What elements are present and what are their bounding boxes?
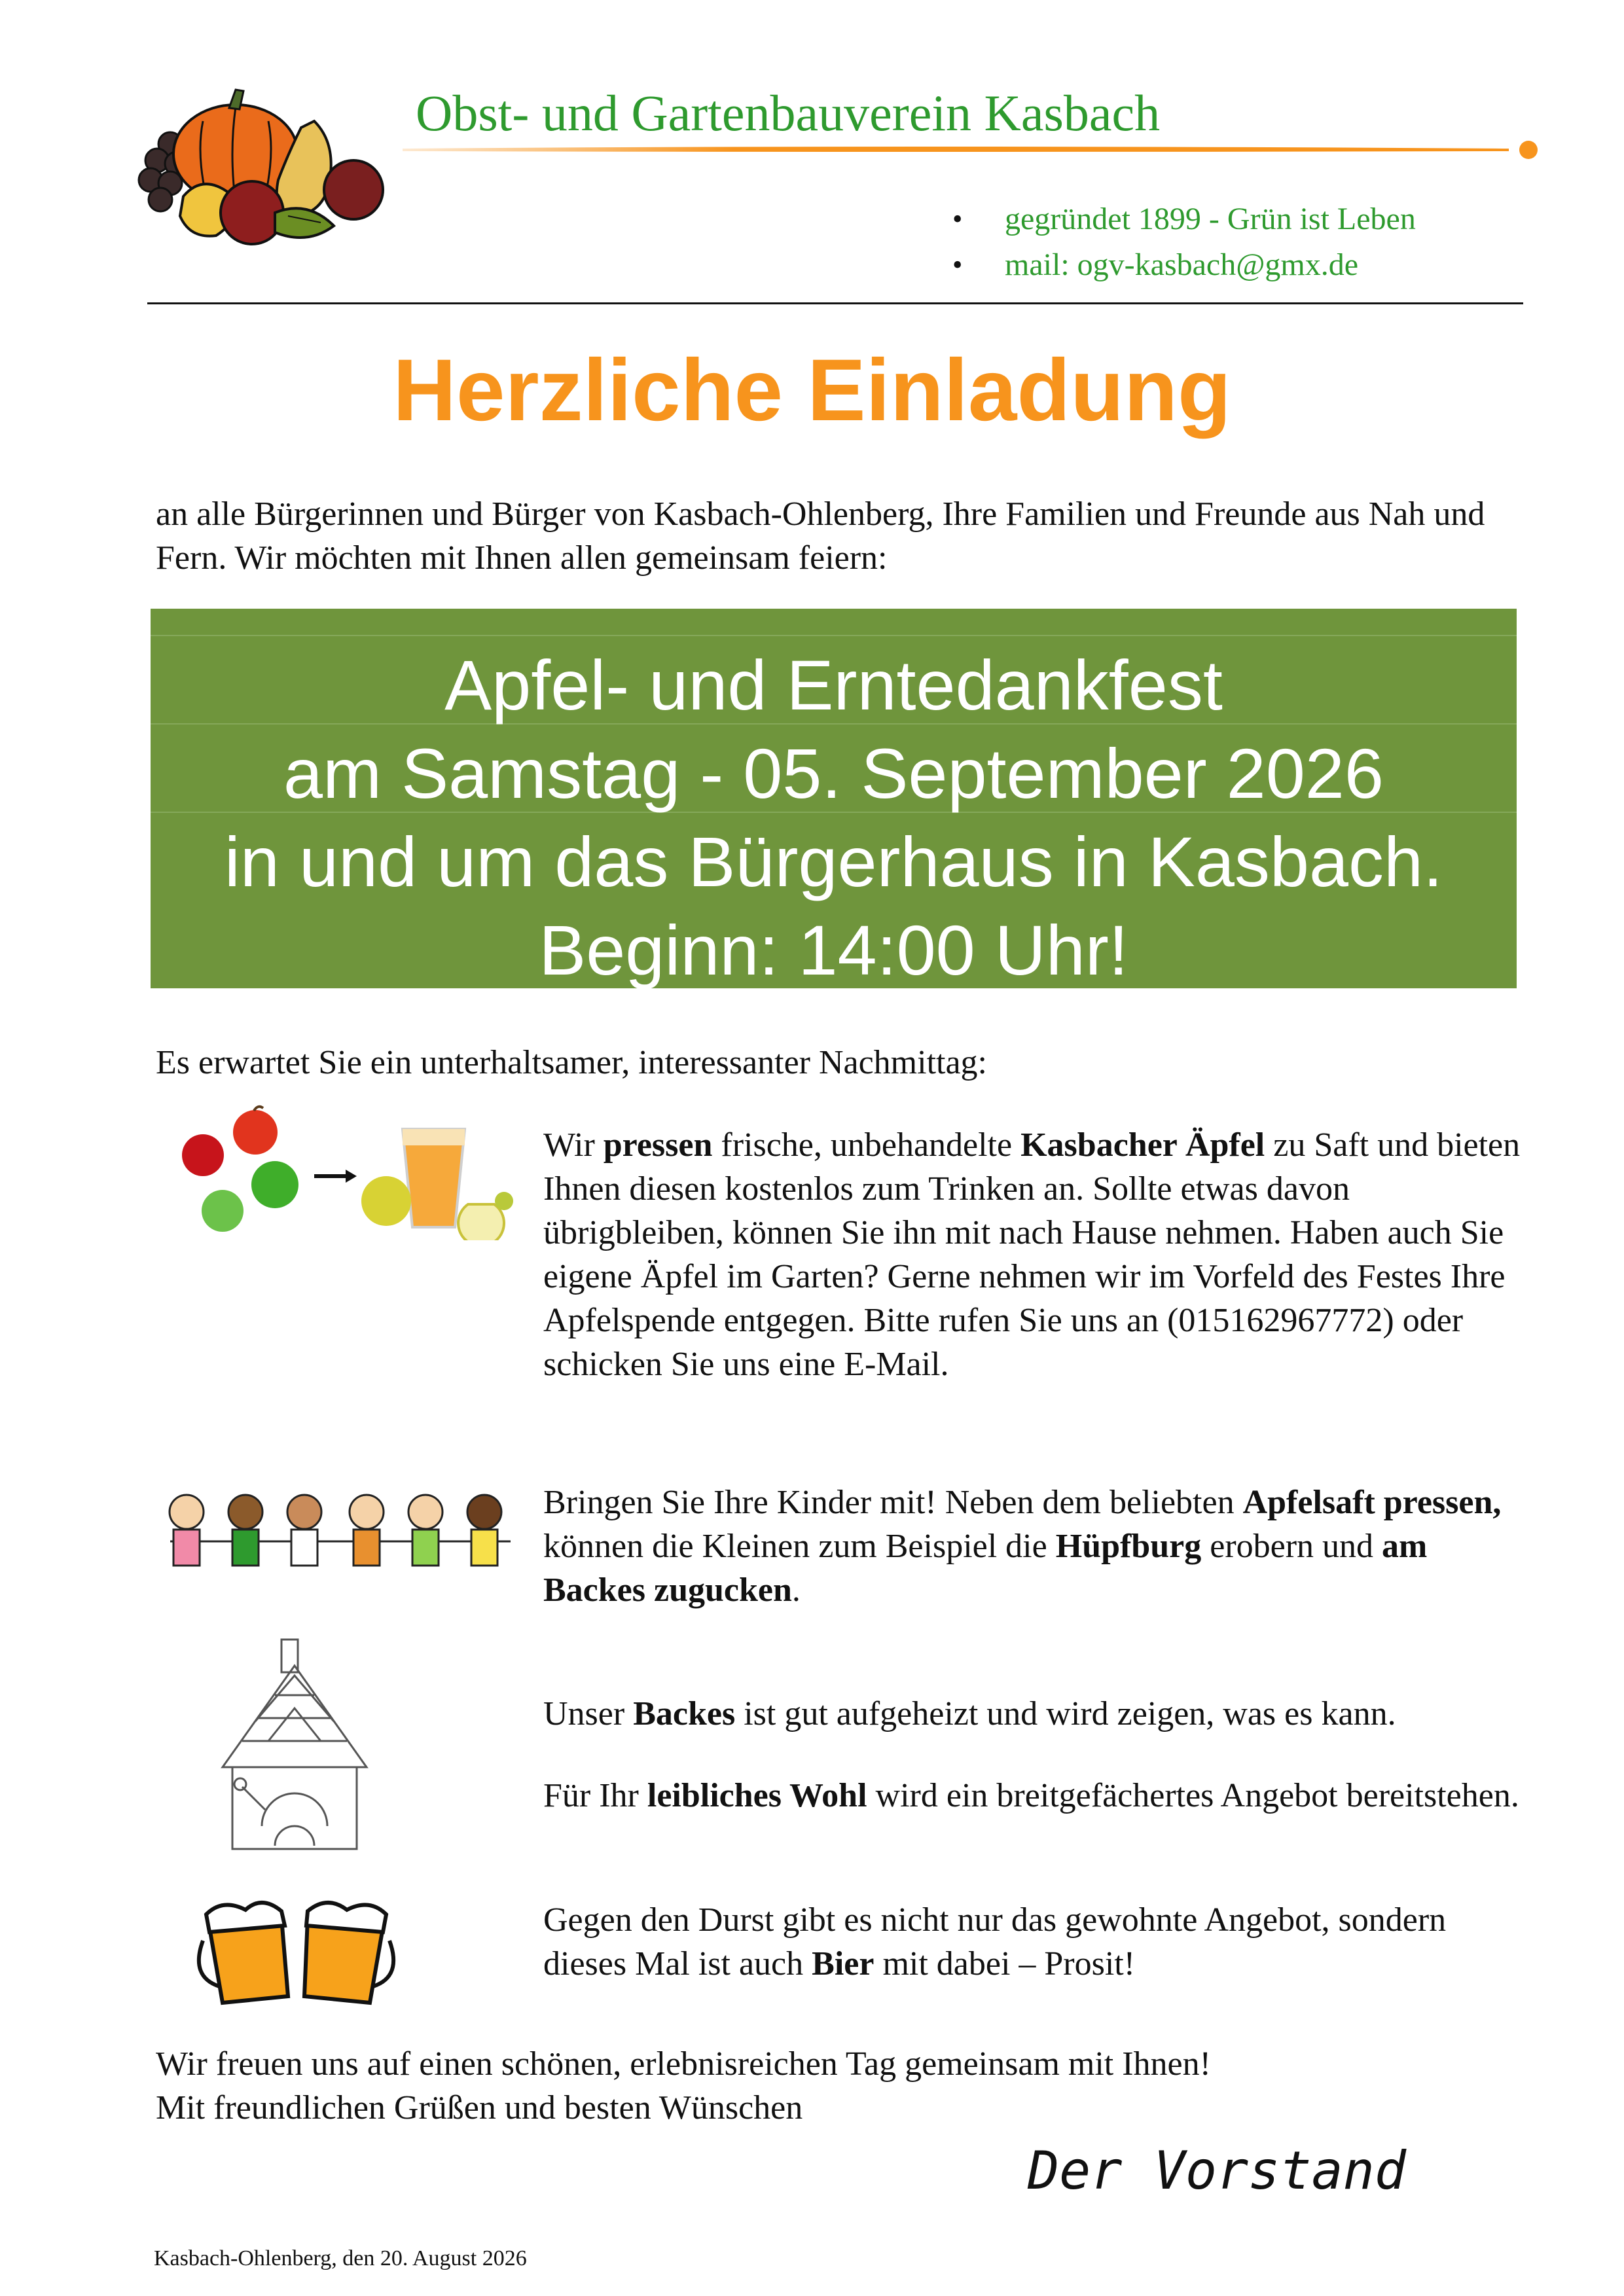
banner-stripe	[151, 635, 1517, 636]
orange-swoosh-line	[403, 141, 1548, 160]
intro-text: an alle Bürgerinnen und Bürger von Kasbach-Ohlenberg, Ihre Familien und Freunde aus Nah und Fern. Wir möchten mit Ihnen allen gemeinsam feiern:	[156, 495, 1485, 577]
header-info-list	[952, 196, 1416, 288]
text-bold: Backes	[633, 1695, 736, 1732]
text-segment: erobern und	[1201, 1528, 1382, 1565]
text-segment: Bringen Sie Ihre Kinder mit! Neben dem beliebten	[543, 1484, 1243, 1521]
header-divider	[147, 302, 1523, 304]
text-bold: Kasbacher Äpfel	[1020, 1126, 1265, 1164]
event-name: Apfel- und Erntedankfest	[444, 645, 1223, 725]
apples-to-juice-illustration	[177, 1103, 530, 1240]
closing-line: Wir freuen uns auf einen schönen, erlebnisreichen Tag gemeinsam mit Ihnen!	[156, 2045, 1211, 2083]
text-segment: mit dabei – Prosit!	[874, 1945, 1136, 1982]
footer-date: Kasbach-Ohlenberg, den 20. August 2026	[154, 2246, 527, 2270]
kids-activities-text	[543, 1480, 1525, 1612]
text-bold: leibliches Wohl	[647, 1777, 867, 1814]
text-segment: frische, unbehandelte	[712, 1126, 1021, 1164]
drinks-text	[543, 1898, 1525, 1986]
contact-email[interactable]: • mail: ogv-kasbach@gmx.de	[952, 242, 1416, 288]
text-segment: können die Kleinen zum Beispiel die	[543, 1528, 1056, 1565]
closing-line: Mit freundlichen Grüßen und besten Wünschen	[156, 2089, 803, 2126]
catering-text	[543, 1774, 1525, 1818]
page-title: Herzliche Einladung	[393, 342, 1231, 439]
event-start-time: Beginn: 14:00 Uhr!	[539, 910, 1128, 990]
event-date: am Samstag - 05. September 2026	[283, 734, 1384, 813]
text-segment: .	[791, 1571, 801, 1609]
apple-pressing-text	[543, 1123, 1525, 1386]
children-holding-hands-illustration	[157, 1482, 524, 1597]
text-segment: zu Saft und bieten Ihnen diesen kostenlos zum Trinken an. Sollte etwas davon übrigbleiben, können Sie ihn mit nach Hause nehmen. Haben auch Sie eigene Äpfel im Garten? Gerne nehmen wir im Vorfeld des Festes Ihre Apfelspende entgegen. Bitte rufen Sie uns an (015162967772) oder schicken Sie uns eine E-Mail.	[543, 1126, 1521, 1383]
text-segment: Für Ihr	[543, 1777, 647, 1814]
text-bold: Apfelsaft pressen,	[1242, 1484, 1502, 1521]
text-segment: Gegen den Durst gibt es nicht nur das gewohnte Angebot, sondern dieses Mal ist auch	[543, 1901, 1447, 1982]
event-location: in und um das Bürgerhaus in Kasbach.	[224, 822, 1443, 901]
fruit-basket-logo	[131, 82, 393, 259]
text-bold: am Backes zugucken	[543, 1528, 1428, 1609]
text-bold: Hüpfburg	[1055, 1528, 1202, 1565]
closing-text	[156, 2042, 1530, 2130]
text-segment: Unser	[543, 1695, 634, 1732]
program-intro: Es erwartet Sie ein unterhaltsamer, interessanter Nachmittag:	[156, 1044, 987, 1081]
bakehouse-text	[543, 1692, 1525, 1736]
text-segment: ist gut aufgeheizt und wird zeigen, was es kann.	[735, 1695, 1396, 1732]
signature: Der Vorstand	[1028, 2140, 1406, 2201]
club-name: Obst- und Gartenbauverein Kasbach	[416, 84, 1161, 141]
text-bold: Bier	[812, 1945, 875, 1982]
beer-mugs-toast-illustration	[196, 1892, 399, 2006]
event-banner	[151, 609, 1517, 988]
text-bold: pressen	[603, 1126, 713, 1164]
text-segment: Wir	[543, 1126, 604, 1164]
bakehouse-sketch-illustration	[216, 1636, 373, 1852]
text-segment: wird ein breitgefächertes Angebot bereitstehen.	[867, 1777, 1519, 1814]
founded-tagline: • gegründet 1899 - Grün ist Leben	[952, 196, 1416, 242]
